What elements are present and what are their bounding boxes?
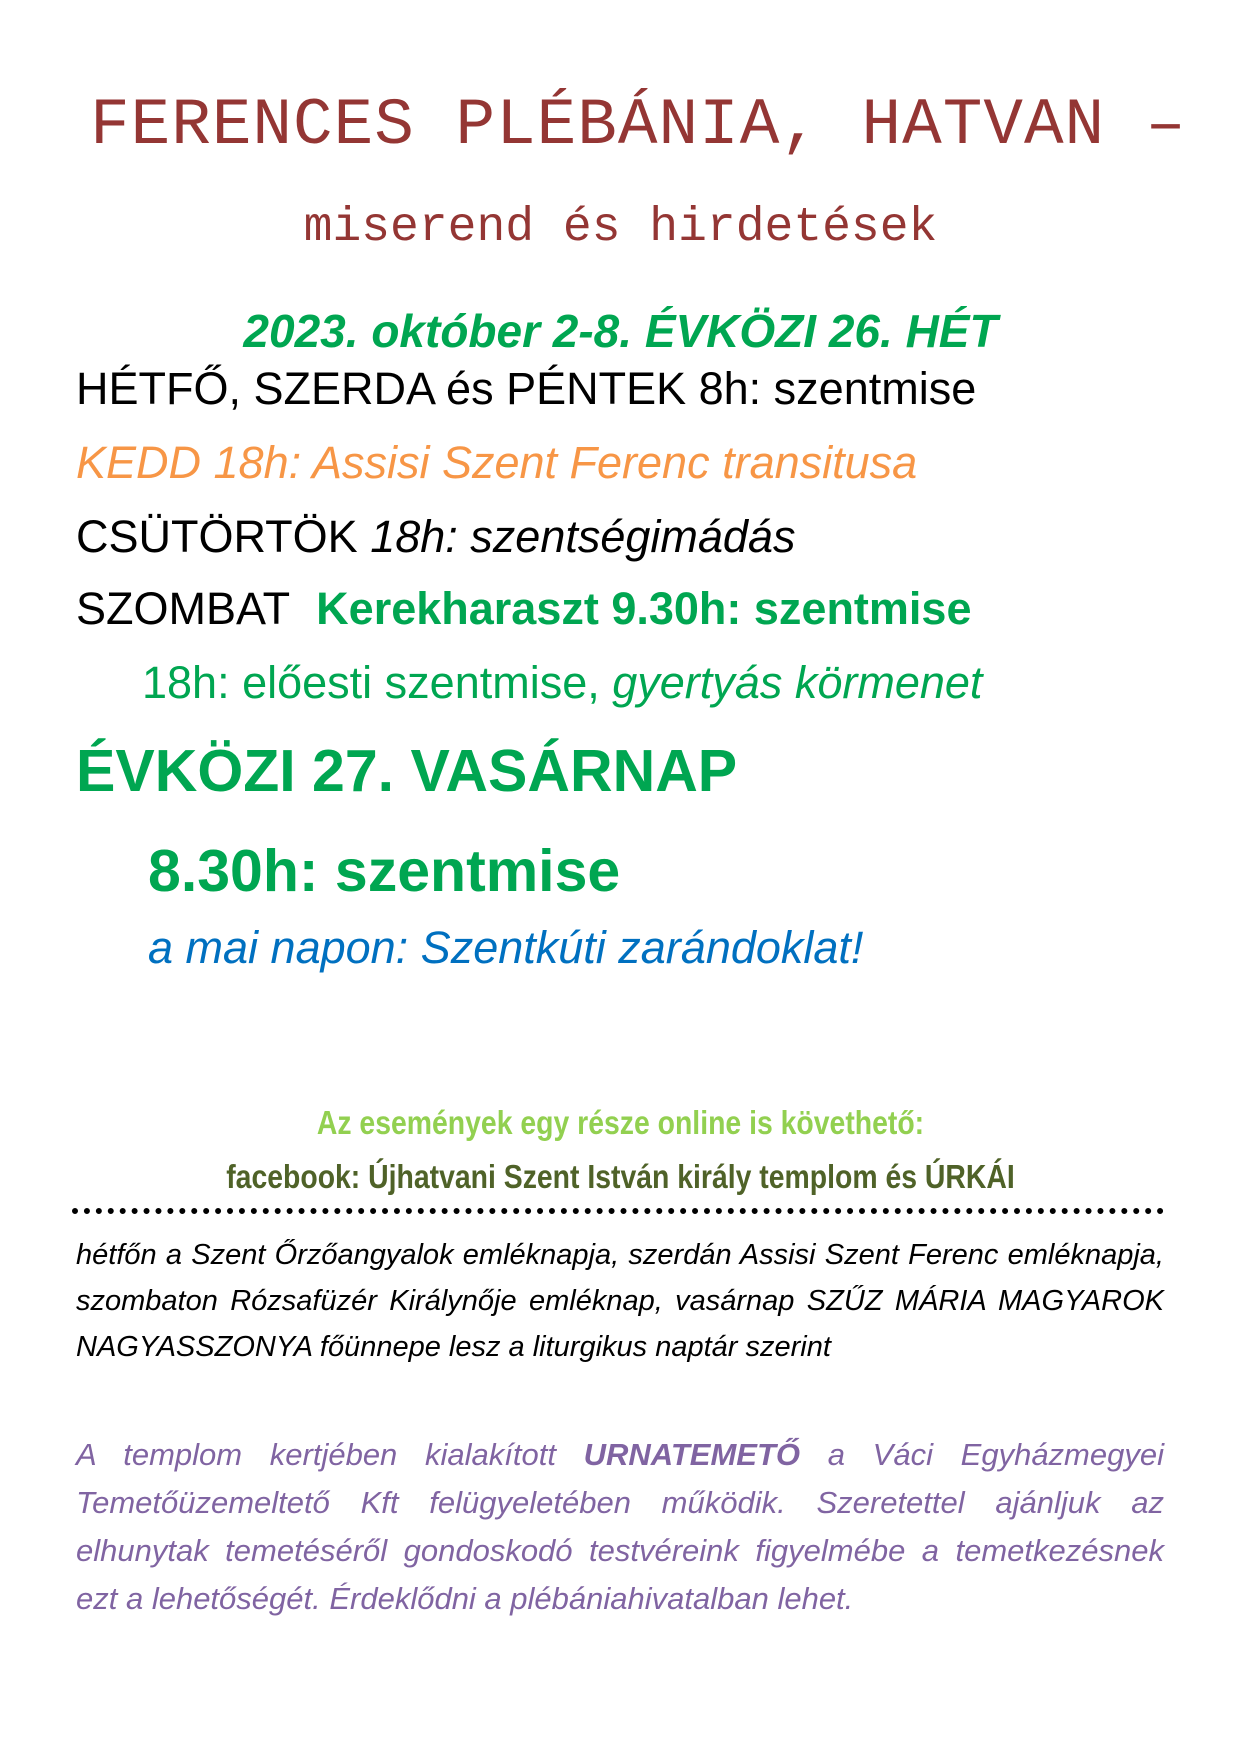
schedule-saturday-day: SZOMBAT bbox=[76, 583, 291, 634]
schedule-saturday bbox=[76, 581, 971, 637]
schedule-saturday-evening-mass: 18h: előesti szentmise, bbox=[142, 657, 613, 708]
week-heading: 2023. október 2-8. ÉVKÖZI 26. HÉT bbox=[243, 305, 998, 357]
schedule-saturday-procession: gyertyás körmenet bbox=[612, 657, 983, 708]
online-notice: Az események egy része online is követhető: bbox=[316, 1104, 925, 1141]
sunday-heading: ÉVKÖZI 27. VASÁRNAP bbox=[76, 738, 738, 804]
schedule-thursday-day: CSÜTÖRTÖK bbox=[76, 511, 371, 562]
schedule-saturday-event: Kerekharaszt 9.30h: szentmise bbox=[316, 583, 972, 634]
liturgical-calendar-notice: hétfőn a Szent Őrzőangyalok emléknapja, szerdán Assisi Szent Ferenc emléknapja, szombaton Rózsafüzér Királynője emléknap, vasárnap SZŰZ MÁRIA MAGYAROK NAGYASSZONYA főünnepe lesz a liturgikus naptár szerint bbox=[76, 1239, 1164, 1363]
urn-notice-end: a Váci Egyházmegyei Temetőüzemeltető Kft felügyeletében működik. Szeretettel ajánljuk az elhunytak temetéséről gondoskodó testvéreink figyelmébe a temetkezésnek ezt a lehetőségét. Érdeklődni a plébániahivatalban lehet. bbox=[76, 1437, 1164, 1616]
urn-notice-highlight: URNATEMETŐ bbox=[583, 1437, 801, 1472]
urn-notice-start: A templom kertjében kialakított bbox=[76, 1437, 584, 1472]
dotted-divider bbox=[72, 1208, 1164, 1214]
urn-cemetery-notice bbox=[76, 1431, 1164, 1623]
facebook-notice: facebook: Újhatvani Szent István király templom és ÚRKÁI bbox=[226, 1158, 1015, 1195]
page-title: FERENCES PLÉBÁNIA, HATVAN – bbox=[90, 88, 1187, 163]
schedule-tuesday: KEDD 18h: Assisi Szent Ferenc transitusa bbox=[76, 437, 918, 488]
schedule-saturday-evening bbox=[142, 655, 982, 711]
schedule-thursday-event: 18h: szentségimádás bbox=[370, 511, 796, 562]
schedule-thursday bbox=[76, 509, 795, 565]
sunday-pilgrimage-note: a mai napon: Szentkúti zarándoklat! bbox=[148, 922, 864, 973]
sunday-mass: 8.30h: szentmise bbox=[148, 838, 621, 904]
page-subtitle: miserend és hirdetések bbox=[303, 201, 938, 255]
schedule-weekday-mass: HÉTFŐ, SZERDA és PÉNTEK 8h: szentmise bbox=[76, 363, 977, 414]
